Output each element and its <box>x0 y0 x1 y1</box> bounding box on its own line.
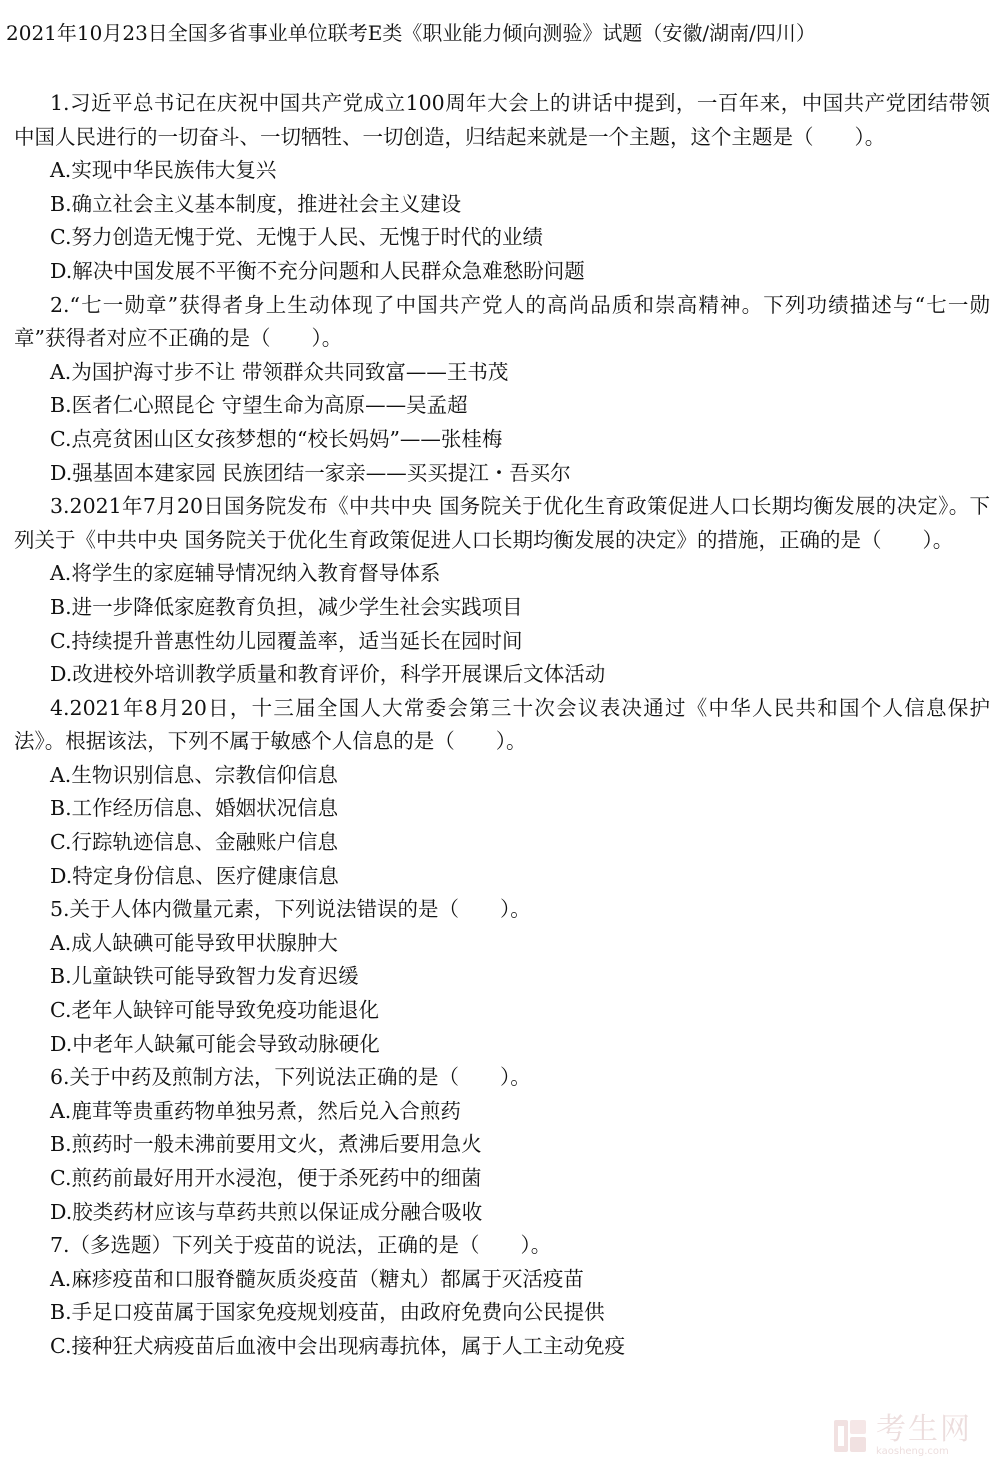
question-4 <box>14 692 990 894</box>
watermark-cn: 考生网 <box>876 1412 972 1447</box>
question-stem: 6.关于中药及煎制方法，下列说法正确的是（ ）。 <box>50 1065 531 1090</box>
option-c: C.持续提升普惠性幼儿园覆盖率，适当延长在园时间 <box>50 628 523 653</box>
option-c: C.接种狂犬病疫苗后血液中会出现病毒抗体，属于人工主动免疫 <box>50 1333 625 1358</box>
option-d: D.特定身份信息、医疗健康信息 <box>50 863 339 888</box>
option-a: A.麻疹疫苗和口服脊髓灰质炎疫苗（糖丸）都属于灭活疫苗 <box>50 1266 584 1291</box>
option-c: C.行踪轨迹信息、金融账户信息 <box>50 830 338 855</box>
document-title: 2021年10月23日全国多省事业单位联考E类《职业能力倾向测验》试题（安徽/湖南/四川） <box>6 21 816 45</box>
question-stem: 1.习近平总书记在庆祝中国共产党成立100周年大会上的讲话中提到，一百年来，中国共产党团结带领中国人民进行的一切奋斗、一切牺牲、一切创造，归结起来就是一个主题，这个主题是（ ）。 <box>14 91 990 149</box>
option-b: B.煎药时一般未沸前要用文火，煮沸后要用急火 <box>50 1132 482 1157</box>
question-3 <box>14 490 990 692</box>
option-d: D.强基固本建家园 民族团结一家亲——买买提江・吾买尔 <box>50 460 571 485</box>
option-a: A.实现中华民族伟大复兴 <box>50 158 277 183</box>
question-7 <box>14 1229 990 1363</box>
option-b: B.儿童缺铁可能导致智力发育迟缓 <box>50 964 359 989</box>
option-d: D.胶类药材应该与草药共煎以保证成分融合吸收 <box>50 1199 483 1224</box>
question-1 <box>14 87 990 289</box>
option-c: C.点亮贫困山区女孩梦想的“校长妈妈”——张桂梅 <box>50 426 503 451</box>
watermark <box>830 1414 972 1458</box>
option-a: A.将学生的家庭辅导情况纳入教育督导体系 <box>50 561 441 586</box>
option-b: B.确立社会主义基本制度，推进社会主义建设 <box>50 191 462 216</box>
option-d: D.解决中国发展不平衡不充分问题和人民群众急难愁盼问题 <box>50 258 585 283</box>
option-b: B.医者仁心照昆仑 守望生命为高原——吴孟超 <box>50 393 468 418</box>
question-stem: 4.2021年8月20日，十三届全国人大常委会第三十次会议表决通过《中华人民共和国个人信息保护法》。根据该法，下列不属于敏感个人信息的是（ ）。 <box>14 695 990 754</box>
question-stem: 3.2021年7月20日国务院发布《中共中央 国务院关于优化生育政策促进人口长期均衡发展的决定》。下列关于《中共中央 国务院关于优化生育政策促进人口长期均衡发展的决定》的措施，正确的是（ ）。 <box>14 494 990 552</box>
option-c: C.努力创造无愧于党、无愧于人民、无愧于时代的业绩 <box>50 225 543 250</box>
option-a: A.成人缺碘可能导致甲状腺肿大 <box>50 930 338 955</box>
option-a: A.鹿茸等贵重药物单独另煮，然后兑入合煎药 <box>50 1098 461 1123</box>
option-b: B.手足口疫苗属于国家免疫规划疫苗，由政府免费向公民提供 <box>50 1300 605 1325</box>
option-b: B.进一步降低家庭教育负担，减少学生社会实践项目 <box>50 594 523 619</box>
question-stem: 7.（多选题）下列关于疫苗的说法，正确的是（ ）。 <box>50 1233 552 1258</box>
question-5 <box>14 893 990 1061</box>
kaosheng-logo-icon <box>830 1416 870 1456</box>
option-b: B.工作经历信息、婚姻状况信息 <box>50 796 339 821</box>
option-a: A.为国护海寸步不让 带领群众共同致富——王书茂 <box>50 359 509 384</box>
watermark-en: kaosheng.com <box>876 1446 949 1457</box>
question-stem: 5.关于人体内微量元素，下列说法错误的是（ ）。 <box>50 897 531 922</box>
question-6 <box>14 1061 990 1229</box>
question-2 <box>14 289 990 491</box>
option-a: A.生物识别信息、宗教信仰信息 <box>50 762 338 787</box>
option-d: D.中老年人缺氟可能会导致动脉硬化 <box>50 1031 380 1056</box>
question-stem: 2.“七一勋章”获得者身上生动体现了中国共产党人的高尚品质和崇高精神。下列功绩描述与“七一勋章”获得者对应不正确的是（ ）。 <box>14 292 990 351</box>
watermark-text <box>876 1412 972 1457</box>
option-c: C.老年人缺锌可能导致免疫功能退化 <box>50 998 379 1023</box>
option-c: C.煎药前最好用开水浸泡，便于杀死药中的细菌 <box>50 1166 482 1190</box>
option-d: D.改进校外培训教学质量和教育评价，科学开展课后文体活动 <box>50 662 606 687</box>
question-list <box>14 87 990 1364</box>
